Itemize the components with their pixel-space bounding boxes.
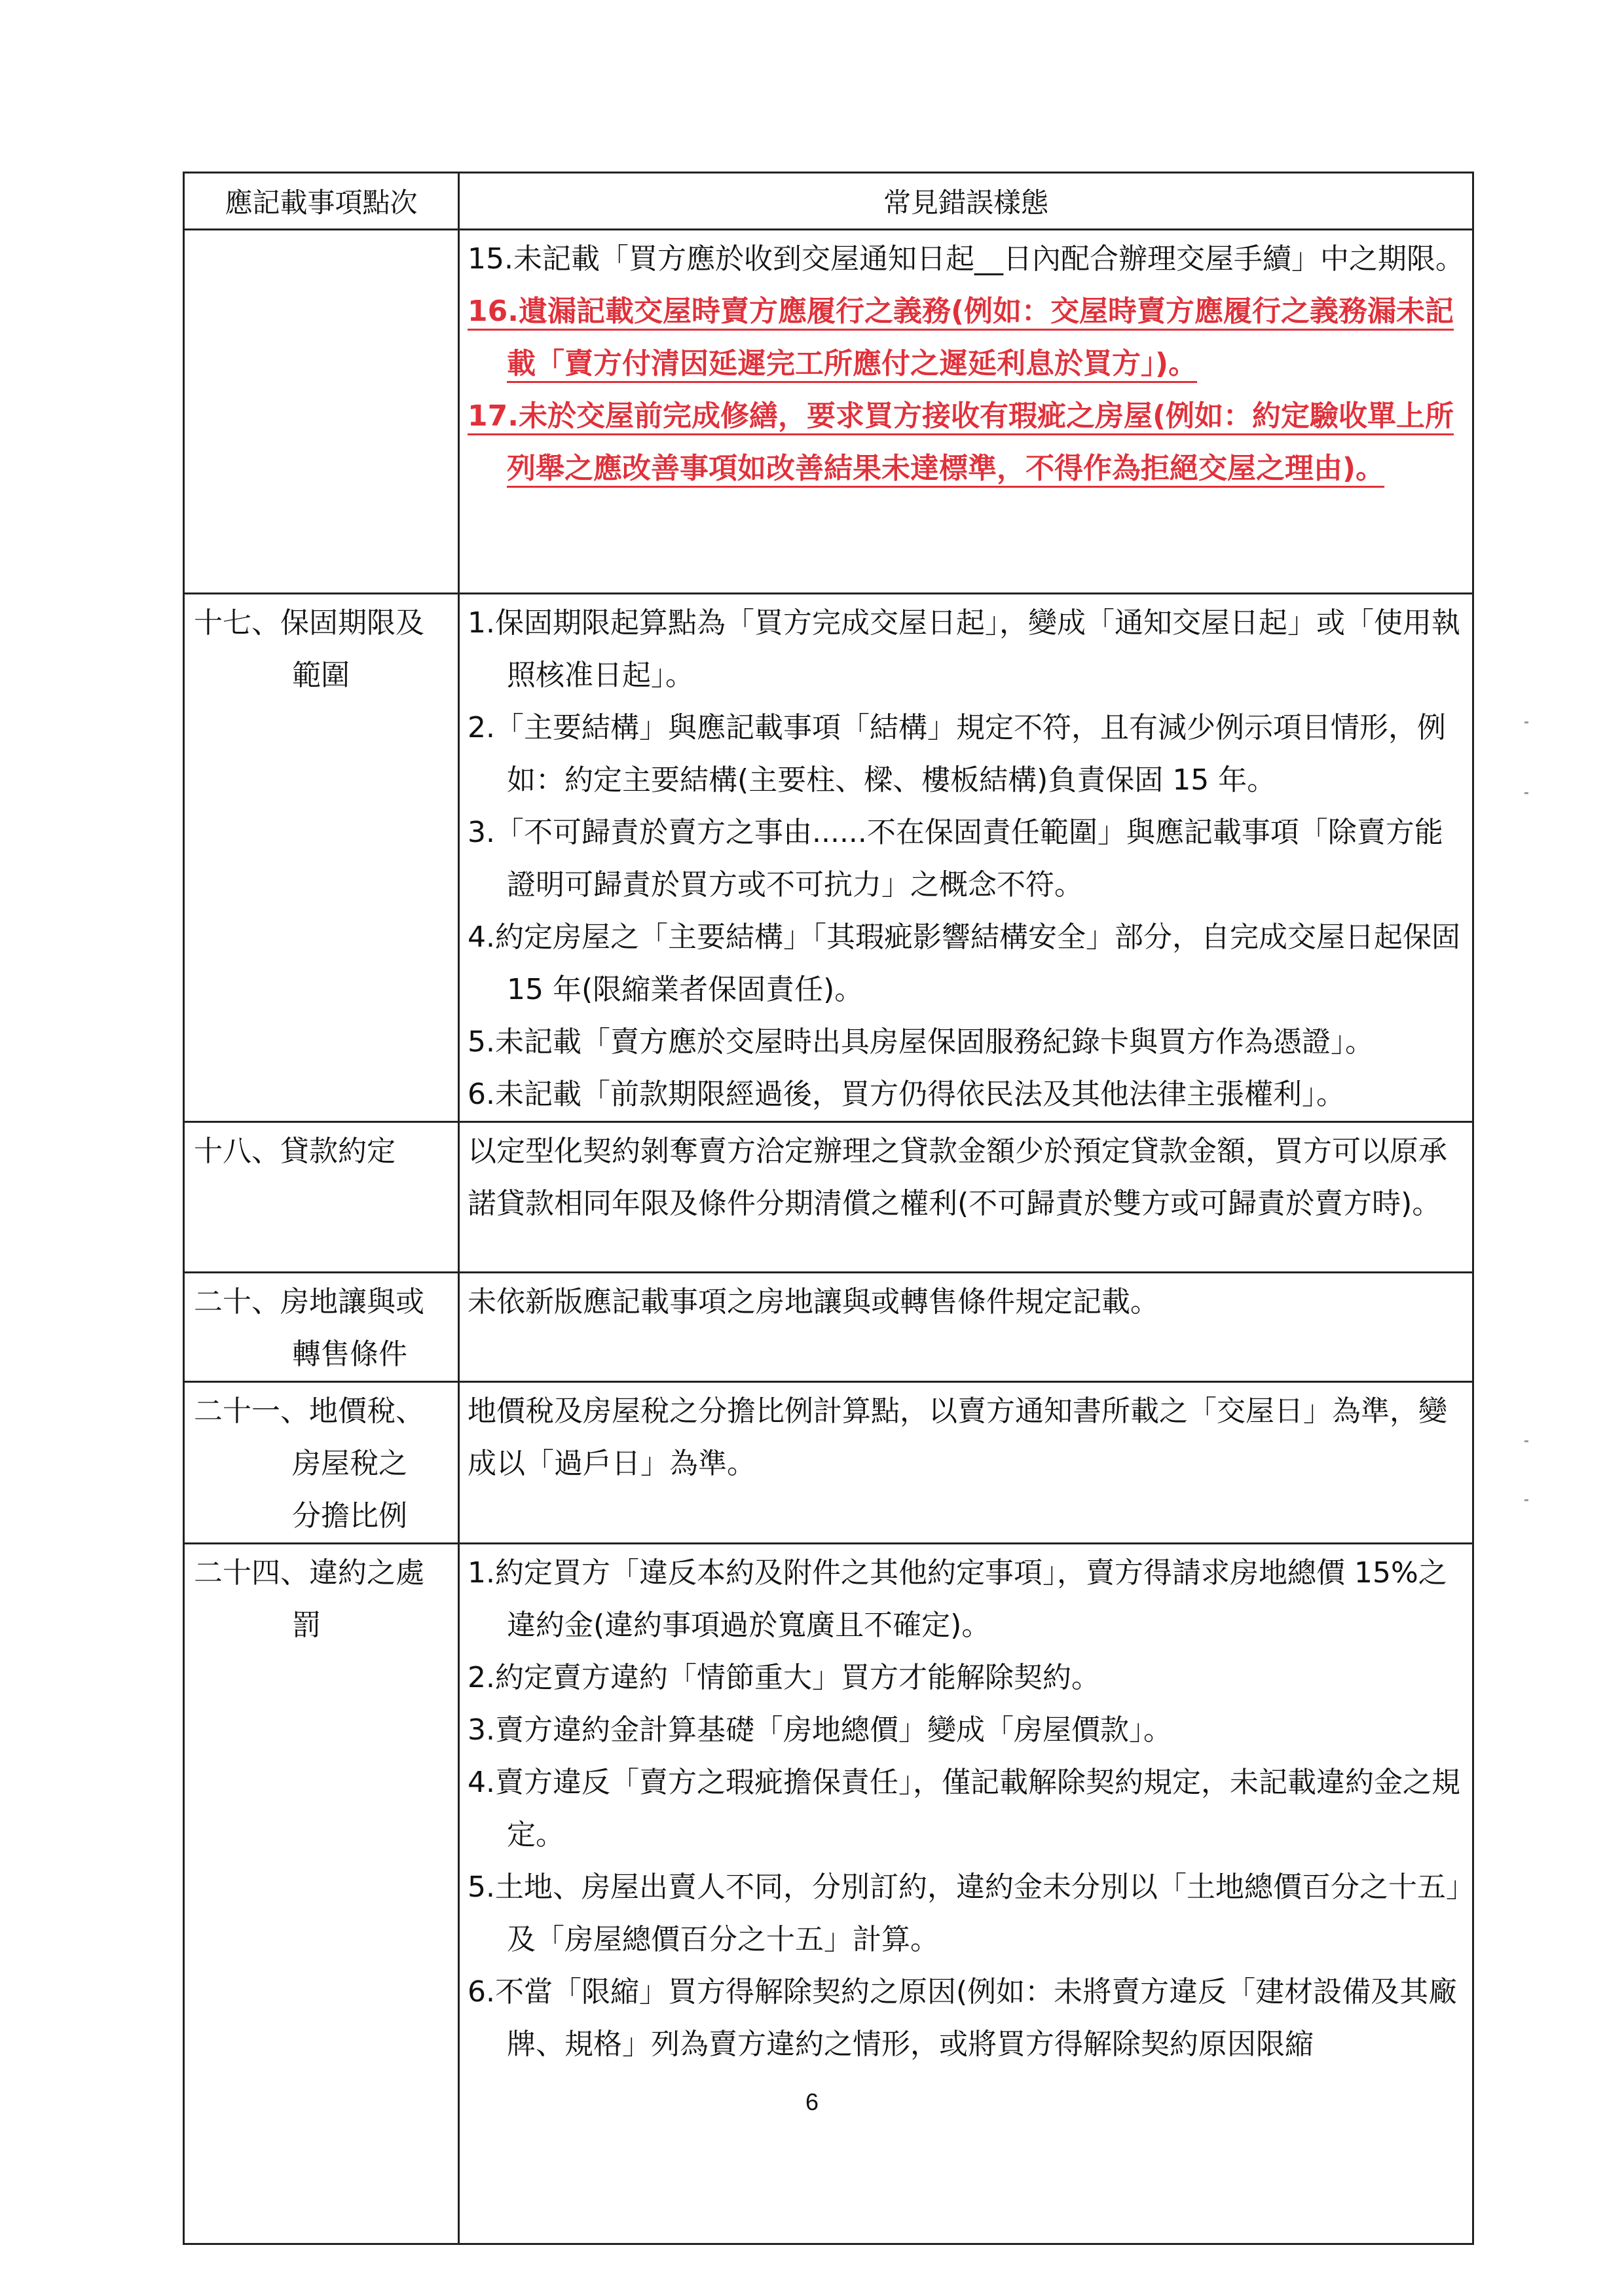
- table-row: [184, 230, 1473, 594]
- header-error-patterns: 常見錯誤樣態: [459, 173, 1473, 230]
- error-pattern-cell: [459, 594, 1473, 1122]
- error-pattern-cell: [459, 230, 1473, 594]
- error-item: 15.未記載「買方應於收到交屋通知日起__日內配合辦理交屋手續」中之期限。: [468, 242, 1464, 276]
- item-number-cell: [184, 1382, 459, 1544]
- scan-mark: [1524, 1440, 1528, 1442]
- error-item: 1.保固期限起算點為「買方完成交屋日起」，變成「通知交屋日起」或「使用執照核准日起」。: [468, 606, 1460, 692]
- highlighted-error-item: [468, 390, 1466, 495]
- scan-mark: [1524, 1499, 1528, 1501]
- page-number: 6: [805, 2088, 819, 2115]
- scan-mark: [1524, 792, 1528, 794]
- highlighted-error-item: [468, 285, 1466, 390]
- error-item: 5.土地、房屋出賣人不同，分別訂約，違約金未分別以「土地總價百分之十五」及「房屋總價百分之十五」計算。: [468, 1870, 1460, 1956]
- item-number-cell: [184, 230, 459, 594]
- item-number-text: 二十四、違約之處: [194, 1556, 424, 1590]
- item-number-cell: [184, 1544, 459, 2244]
- error-item: 3.「不可歸責於賣方之事由......不在保固責任範圍」與應記載事項「除賣方能證明可歸責於買方或不可抗力」之概念不符。: [468, 816, 1443, 902]
- error-item: 地價稅及房屋稅之分擔比例計算點，以賣方通知書所載之「交屋日」為準，變成以「過戶日」為準。: [468, 1394, 1447, 1480]
- item-number-text: 分擔比例: [292, 1499, 407, 1533]
- error-item: 2.約定賣方違約「情節重大」買方才能解除契約。: [468, 1661, 1100, 1694]
- item-number-cell: [184, 1273, 459, 1382]
- error-item: 4.約定房屋之「主要結構」「其瑕疵影響結構安全」部分，自完成交屋日起保固 15 年(限縮業者保固責任)。: [468, 920, 1460, 1006]
- item-number-text: 二十、房地讓與或: [194, 1285, 424, 1319]
- item-number-text: 十七、保固期限及: [194, 606, 424, 640]
- error-patterns-table: [183, 172, 1474, 2245]
- item-number-cell: [184, 594, 459, 1122]
- error-item-text: 16.遺漏記載交屋時賣方應履行之義務(例如：交屋時賣方應履行之義務漏未記載「賣方付清因延遲完工所應付之遲延利息於買方」)。: [468, 295, 1454, 380]
- scan-mark: [1524, 721, 1528, 723]
- table-header-row: [184, 173, 1473, 230]
- error-pattern-cell: [459, 1382, 1473, 1544]
- item-number-text: 轉售條件: [292, 1338, 407, 1371]
- error-item: 2.「主要結構」與應記載事項「結構」規定不符，且有減少例示項目情形，例如：約定主要結構(主要柱、樑、樓板結構)負責保固 15 年。: [468, 711, 1446, 797]
- error-item: 3.賣方違約金計算基礎「房地總價」變成「房屋價款」。: [468, 1713, 1172, 1747]
- table-row: [184, 1122, 1473, 1273]
- item-number-text: 十八、貸款約定: [194, 1135, 396, 1168]
- table-row: [184, 1273, 1473, 1382]
- error-pattern-cell: [459, 1273, 1473, 1382]
- error-item: 未依新版應記載事項之房地讓與或轉售條件規定記載。: [468, 1285, 1159, 1319]
- table-body: [184, 230, 1473, 2244]
- error-item: 以定型化契約剝奪賣方洽定辦理之貸款金額少於預定貸款金額，買方可以原承諾貸款相同年限及條件分期清償之權利(不可歸責於雙方或可歸責於賣方時)。: [468, 1135, 1447, 1220]
- error-item: 6.不當「限縮」買方得解除契約之原因(例如：未將賣方違反「建材設備及其廠牌、規格」列為賣方違約之情形，或將買方得解除契約原因限縮: [468, 1975, 1458, 2061]
- error-item: 4.賣方違反「賣方之瑕疵擔保責任」，僅記載解除契約規定，未記載違約金之規定。: [468, 1766, 1460, 1851]
- error-item: 5.未記載「賣方應於交屋時出具房屋保固服務紀錄卡與買方作為憑證」。: [468, 1025, 1374, 1059]
- error-item-text: 17.未於交屋前完成修繕，要求買方接收有瑕疵之房屋(例如：約定驗收單上所列舉之應改善事項如改善結果未達標準，不得作為拒絕交屋之理由)。: [468, 399, 1454, 485]
- header-item-number: 應記載事項點次: [184, 173, 459, 230]
- table-row: [184, 1382, 1473, 1544]
- item-number-text: 範圍: [292, 659, 350, 692]
- item-number-text: 罰: [292, 1609, 321, 1642]
- item-number-cell: [184, 1122, 459, 1273]
- error-item: 6.未記載「前款期限經過後，買方仍得依民法及其他法律主張權利」。: [468, 1078, 1345, 1111]
- error-item: 1.約定買方「違反本約及附件之其他約定事項」，賣方得請求房地總價 15%之違約金(違約事項過於寬廣且不確定)。: [468, 1556, 1447, 1642]
- error-pattern-cell: [459, 1122, 1473, 1273]
- table-row: [184, 594, 1473, 1122]
- item-number-text: 房屋稅之: [292, 1447, 407, 1480]
- item-number-text: 二十一、地價稅、: [194, 1394, 424, 1428]
- table-row: [184, 1544, 1473, 2244]
- error-pattern-cell: [459, 1544, 1473, 2244]
